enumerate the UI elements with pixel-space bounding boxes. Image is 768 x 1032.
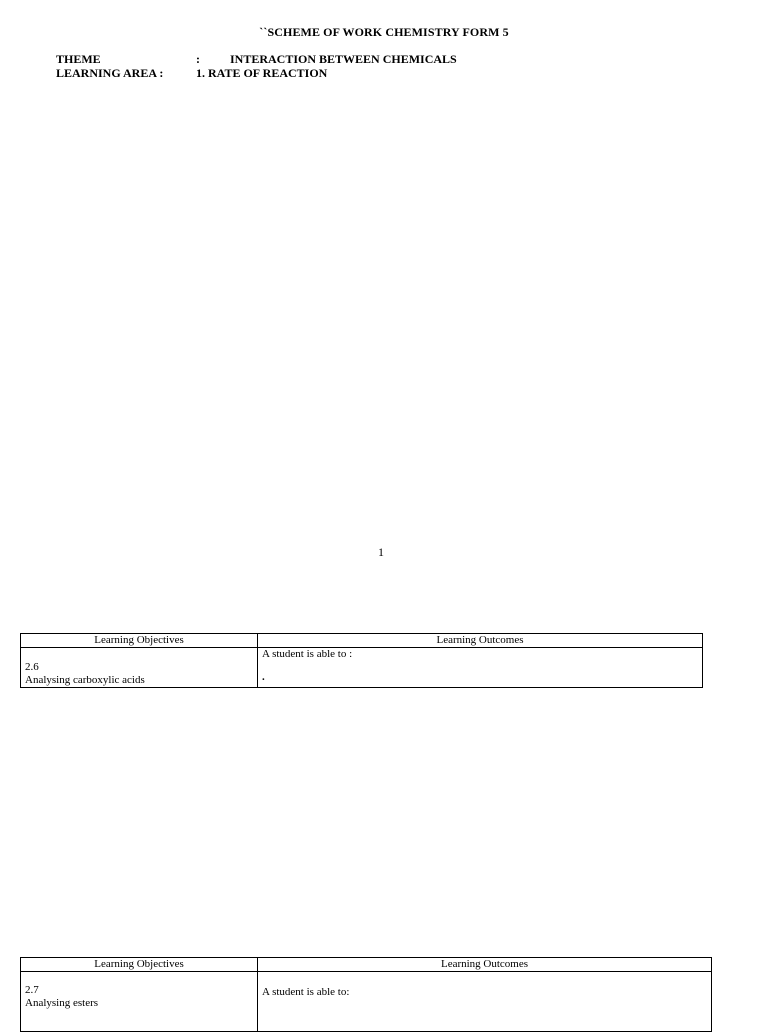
outcome-bullet: . bbox=[262, 671, 265, 683]
objective-number: 2.6 bbox=[25, 661, 39, 673]
objective-cell bbox=[21, 648, 258, 688]
learning-area-value: 1. RATE OF REACTION bbox=[196, 66, 328, 80]
objectives-header: Learning Objectives bbox=[21, 958, 258, 972]
page-number: 1 bbox=[378, 545, 384, 559]
theme-separator: : bbox=[196, 52, 200, 66]
theme-value: INTERACTION BETWEEN CHEMICALS bbox=[230, 52, 457, 66]
objectives-header: Learning Objectives bbox=[21, 634, 258, 648]
objective-text: Analysing carboxylic acids bbox=[25, 674, 145, 686]
outcome-cell bbox=[258, 648, 703, 688]
theme-label: THEME bbox=[56, 52, 101, 66]
document-title: ``SCHEME OF WORK CHEMISTRY FORM 5 bbox=[259, 25, 509, 39]
outcome-intro: A student is able to : bbox=[262, 648, 353, 660]
learning-table-1 bbox=[20, 633, 703, 688]
objective-text: Analysing esters bbox=[25, 997, 99, 1009]
learning-area-label: LEARNING AREA : bbox=[56, 66, 164, 80]
outcomes-header: Learning Outcomes bbox=[258, 634, 703, 648]
outcomes-header: Learning Outcomes bbox=[258, 958, 712, 972]
learning-table-2 bbox=[20, 957, 712, 1032]
outcome-cell bbox=[258, 972, 712, 1032]
objective-cell bbox=[21, 972, 258, 1032]
outcome-intro: A student is able to: bbox=[262, 986, 350, 998]
objective-number: 2.7 bbox=[25, 984, 39, 996]
